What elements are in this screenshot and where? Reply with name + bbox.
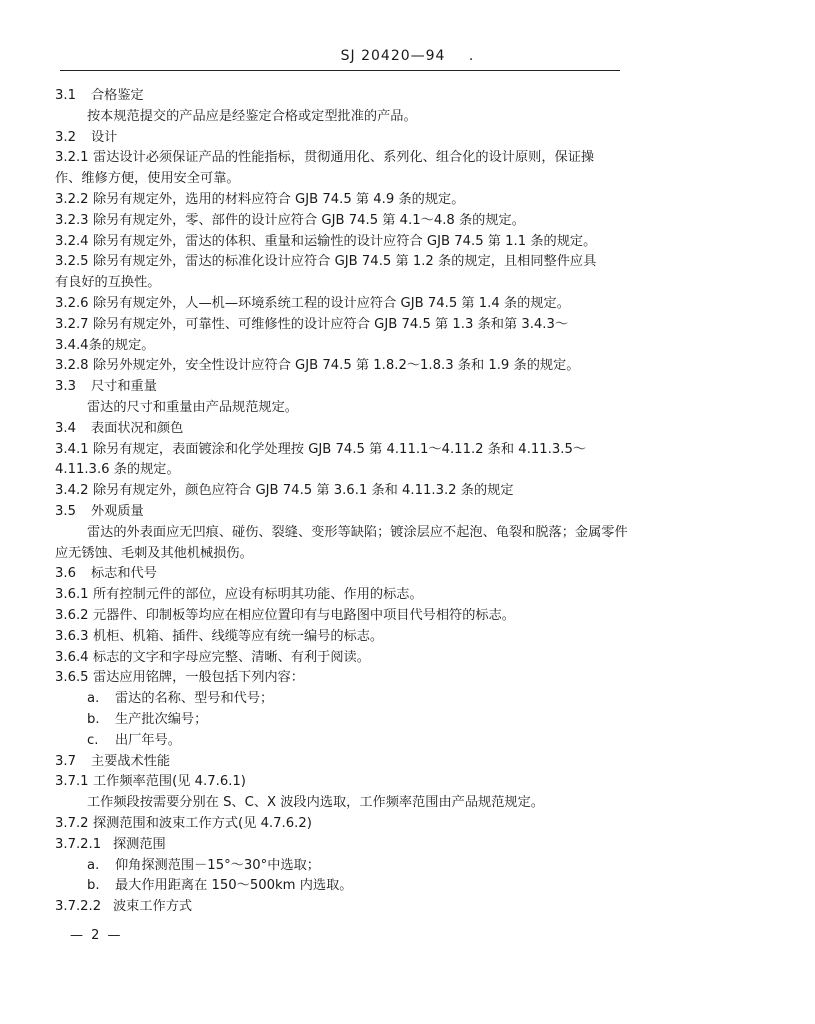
text-line xyxy=(55,752,170,772)
text-line xyxy=(55,814,312,834)
clause-text: 除另有规定外，零、部件的设计应符合 GJB 74.5 第 4.1～4.8 条的规定。 xyxy=(93,212,525,228)
clause-text: 设计 xyxy=(91,129,118,145)
clause-text: 按本规范提交的产品应是经鉴定合格或定型批准的产品。 xyxy=(87,108,417,124)
clause-text: 作、维修方便，使用安全可靠。 xyxy=(55,171,240,187)
text-line xyxy=(55,190,464,210)
text-line xyxy=(55,835,166,855)
clause-number: b. xyxy=(87,712,100,727)
document-id: SJ 20420—94 xyxy=(340,48,446,64)
clause-number: 3.7 xyxy=(55,753,76,769)
clause-text: 外观质量 xyxy=(91,504,144,519)
text-line xyxy=(55,585,423,605)
clause-number: c. xyxy=(87,732,99,748)
clause-text: 探测范围和波束工作方式(见 4.7.6.2) xyxy=(93,816,312,831)
clause-text: 机柜、机箱、插件、线缆等应有统一编号的标志。 xyxy=(93,628,384,644)
clause-number: 3.7.1 xyxy=(55,774,89,790)
document-header xyxy=(0,48,815,64)
text-line xyxy=(55,232,596,252)
text-line xyxy=(55,564,157,584)
clause-text: 工作频率范围(见 4.7.6.1) xyxy=(93,774,246,790)
clause-text: 雷达设计必须保证产品的性能指标，贯彻通用化、系列化、组合化的设计原则，保证操 xyxy=(93,150,595,166)
text-line xyxy=(55,440,586,460)
clause-text: 合格鉴定 xyxy=(91,88,144,103)
clause-number: 3.4 xyxy=(55,420,76,436)
clause-number: 3.6.3 xyxy=(55,628,89,644)
text-line xyxy=(55,315,568,335)
clause-number: 3.2.7 xyxy=(55,316,89,332)
clause-text: 仰角探测范围－15°～30°中选取； xyxy=(115,857,320,873)
clause-number: a. xyxy=(87,857,100,873)
text-line xyxy=(55,606,515,626)
text-line xyxy=(55,668,304,688)
text-line xyxy=(55,897,192,917)
text-line xyxy=(87,731,181,751)
text-line xyxy=(87,523,628,543)
clause-text: 除另有规定外，雷达的标准化设计应符合 GJB 74.5 第 1.2 条的规定，且相同整件应具 xyxy=(93,254,597,270)
text-line xyxy=(55,419,183,439)
text-line xyxy=(55,481,514,501)
clause-number: 3.6.2 xyxy=(55,608,89,623)
text-line xyxy=(55,148,594,168)
clause-number: 3.2 xyxy=(55,129,76,145)
clause-number: 3.2.5 xyxy=(55,254,89,270)
clause-text: 除另外规定外，安全性设计应符合 GJB 74.5 第 1.8.2～1.8.3 条和 1.9 条的规定。 xyxy=(93,358,580,374)
clause-text: 除另有规定外，选用的材料应符合 GJB 74.5 第 4.9 条的规定。 xyxy=(93,192,465,207)
clause-number: 3.1 xyxy=(55,88,76,103)
text-line xyxy=(55,544,253,564)
text-line xyxy=(55,211,525,231)
clause-text: 最大作用距离在 150～500km 内选取。 xyxy=(115,878,353,894)
clause-text: 4.11.3.6 条的规定。 xyxy=(55,462,180,478)
clause-number: b. xyxy=(87,878,100,894)
clause-text: 波束工作方式 xyxy=(113,899,193,915)
text-line xyxy=(87,398,298,418)
text-line xyxy=(87,856,320,876)
text-line xyxy=(55,128,117,148)
clause-number: 3.6.4 xyxy=(55,649,89,665)
text-line xyxy=(55,356,579,376)
text-line xyxy=(87,710,207,730)
clause-text: 除另有规定外，人—机—环境系统工程的设计应符合 GJB 74.5 第 1.4 条的规定。 xyxy=(93,296,570,311)
clause-text: 除另有规定外，颜色应符合 GJB 74.5 第 3.6.1 条和 4.11.3.2 条的规定 xyxy=(93,483,514,499)
clause-text: 探测范围 xyxy=(113,836,166,852)
text-line xyxy=(55,336,155,356)
page-number: — 2 — xyxy=(70,928,123,943)
clause-text: 除另有规定，表面镀涂和化学处理按 GJB 74.5 第 4.11.1～4.11.2 条和 4.11.3.5～ xyxy=(93,441,587,457)
clause-number: 3.2.1 xyxy=(55,150,89,166)
clause-text: 工作频段按需要分别在 S、C、X 波段内选取，工作频率范围由产品规范规定。 xyxy=(87,795,544,811)
clause-number: 3.2.8 xyxy=(55,358,89,374)
clause-text: 雷达的尺寸和重量由产品规范规定。 xyxy=(87,400,298,415)
clause-number: 3.6 xyxy=(55,566,76,582)
text-line xyxy=(87,793,544,813)
clause-text: 雷达应用铭牌，一般包括下列内容： xyxy=(93,670,304,686)
text-line xyxy=(87,876,352,896)
clause-number: 3.6.1 xyxy=(55,587,89,603)
text-line xyxy=(55,460,180,480)
clause-text: 雷达的名称、型号和代号； xyxy=(115,691,274,707)
clause-text: 生产批次编号； xyxy=(115,712,208,727)
clause-number: 3.7.2.1 xyxy=(55,836,102,852)
text-line xyxy=(55,86,144,106)
clause-number: 3.3 xyxy=(55,379,76,395)
clause-text: 雷达的外表面应无凹痕、碰伤、裂缝、变形等缺陷；镀涂层应不起泡、龟裂和脱落；金属零件 xyxy=(87,524,628,540)
text-line xyxy=(55,502,144,522)
clause-text: 3.4.4条的规定。 xyxy=(55,337,155,353)
clause-text: 主要战术性能 xyxy=(91,753,171,769)
header-mark: . xyxy=(468,48,475,64)
clause-number: 3.4.2 xyxy=(55,483,89,499)
text-line xyxy=(55,169,240,189)
clause-number: 3.2.6 xyxy=(55,296,89,311)
clause-number: 3.7.2.2 xyxy=(55,899,102,915)
clause-number: 3.5 xyxy=(55,504,76,519)
clause-text: 所有控制元件的部位，应设有标明其功能、作用的标志。 xyxy=(93,587,423,603)
text-line xyxy=(55,772,246,792)
text-line xyxy=(87,689,273,709)
text-line xyxy=(55,252,596,272)
clause-text: 出厂年号。 xyxy=(115,732,181,748)
clause-number: 3.2.3 xyxy=(55,212,89,228)
text-line xyxy=(55,294,570,314)
text-line xyxy=(55,377,157,397)
text-line xyxy=(55,648,370,668)
clause-number: 3.2.4 xyxy=(55,233,89,249)
clause-number: 3.6.5 xyxy=(55,670,89,686)
text-line xyxy=(87,107,417,127)
clause-text: 尺寸和重量 xyxy=(91,379,157,395)
clause-text: 除另有规定外，雷达的体积、重量和运输性的设计应符合 GJB 74.5 第 1.1 条的规定。 xyxy=(93,233,597,249)
clause-text: 除另有规定外，可靠性、可维修性的设计应符合 GJB 74.5 第 1.3 条和第 3.4.3～ xyxy=(93,316,569,332)
clause-number: 3.2.2 xyxy=(55,192,89,207)
clause-text: 应无锈蚀、毛刺及其他机械损伤。 xyxy=(55,545,253,561)
clause-text: 元器件、印制板等均应在相应位置印有与电路图中项目代号相符的标志。 xyxy=(93,608,515,623)
clause-text: 标志和代号 xyxy=(91,566,157,582)
text-line xyxy=(55,627,383,647)
clause-text: 有良好的互换性。 xyxy=(55,275,161,291)
clause-number: 3.7.2 xyxy=(55,816,89,831)
clause-text: 标志的文字和字母应完整、清晰、有利于阅读。 xyxy=(93,649,370,665)
clause-number: 3.4.1 xyxy=(55,441,89,457)
clause-text: 表面状况和颜色 xyxy=(91,420,184,436)
clause-number: a. xyxy=(87,691,100,707)
text-line xyxy=(55,273,161,293)
header-rule xyxy=(60,70,620,71)
